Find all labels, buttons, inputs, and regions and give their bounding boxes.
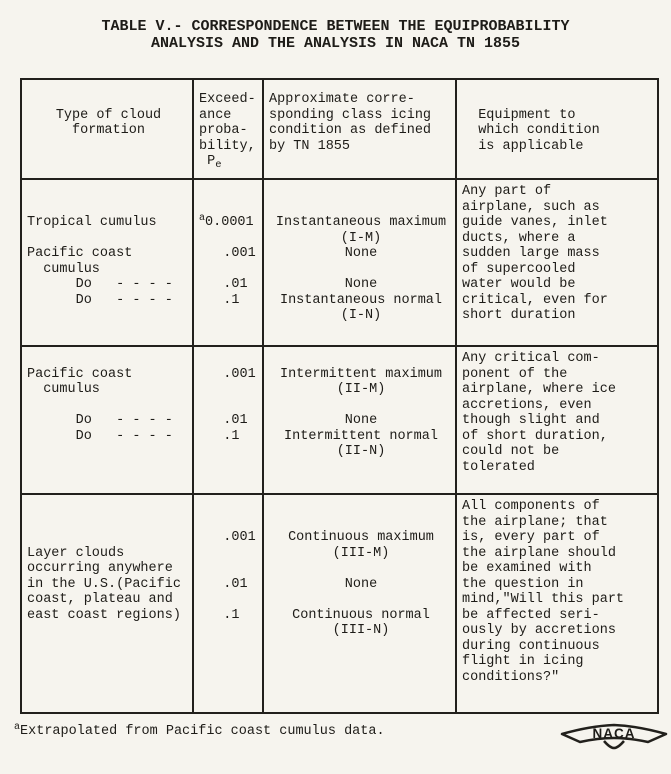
- text-line: Continuous maximum: [288, 530, 434, 545]
- text-line: [269, 561, 453, 577]
- text-line: coast, plateau and: [27, 592, 173, 607]
- text-line: [269, 200, 453, 216]
- text-line: ance: [199, 107, 232, 123]
- text-line: Type of cloud: [55, 107, 162, 123]
- text-line: All components of: [462, 499, 600, 514]
- text-line: .1: [199, 428, 240, 444]
- text-line: $^a$0.0001: [199, 213, 254, 230]
- table-title: [0, 18, 671, 52]
- text-line: Continuous normal: [292, 607, 430, 623]
- text-line: Intermittent normal: [284, 428, 438, 444]
- text-line: None: [344, 277, 378, 292]
- table-title-line1: TABLE V.- CORRESPONDENCE BETWEEN THE EQUIPROBABILITY: [101, 18, 570, 35]
- text-line: [27, 200, 190, 216]
- text-line: ponent of the: [462, 366, 568, 382]
- text-line: cumulus: [27, 382, 100, 397]
- footnote: [14, 724, 385, 740]
- text-line: proba-: [199, 123, 248, 138]
- text-line: could not be: [462, 444, 560, 459]
- text-line: [269, 592, 453, 608]
- text-line: [199, 592, 260, 608]
- text-line: $P_e$: [199, 154, 222, 171]
- text-line: [27, 231, 190, 247]
- text-line: None: [344, 576, 378, 592]
- text-line: bility,: [199, 138, 256, 154]
- header-cell-equipment: [457, 80, 657, 180]
- text-line: (III-N): [332, 623, 390, 638]
- text-line: Pacific coast: [27, 366, 133, 382]
- text-line: .1: [199, 292, 240, 308]
- header-cell-probability: [194, 80, 264, 180]
- text-line: [27, 92, 190, 108]
- footnote-text: Extrapolated from Pacific coast cumulus data.: [20, 724, 385, 739]
- correspondence-table: [20, 78, 659, 714]
- text-line: airplane, where ice: [462, 382, 616, 397]
- text-line: [199, 515, 260, 531]
- text-line: Exceed-: [199, 92, 256, 107]
- text-line: ously by accretions: [462, 623, 616, 638]
- text-line: which condition: [462, 123, 600, 138]
- text-line: the airplane should: [462, 545, 616, 561]
- text-line: None: [344, 246, 378, 261]
- cell-row2-probability: [194, 347, 264, 495]
- text-line: be affected seri-: [462, 607, 600, 623]
- text-line: [27, 398, 190, 414]
- footnote-marker: a: [14, 722, 21, 733]
- text-line: [269, 499, 453, 515]
- text-line: water would be: [462, 277, 576, 292]
- text-line: ducts, where a: [462, 230, 576, 246]
- text-line: cumulus: [27, 261, 100, 277]
- text-line: in the U.S.(Pacific: [27, 576, 181, 592]
- text-line: [269, 184, 453, 200]
- text-line: [27, 515, 190, 531]
- text-line: (II-N): [336, 444, 386, 459]
- text-line: Do - - - -: [27, 292, 173, 308]
- text-line: [269, 515, 453, 531]
- text-line: guide vanes, inlet: [462, 215, 608, 230]
- text-line: conditions?": [462, 669, 560, 685]
- text-line: Instantaneous maximum: [275, 215, 447, 230]
- text-line: .001: [199, 246, 256, 261]
- text-line: condition as defined: [269, 123, 432, 138]
- text-line: mind,"Will this part: [462, 592, 625, 607]
- text-line: of short duration,: [462, 428, 608, 444]
- text-line: None: [344, 413, 378, 428]
- text-line: [199, 561, 260, 577]
- table-title-line2: ANALYSIS AND THE ANALYSIS IN NACA TN 1855: [150, 35, 521, 52]
- text-line: be examined with: [462, 561, 592, 576]
- cell-row2-equipment: [457, 347, 657, 495]
- text-line: east coast regions): [27, 607, 181, 623]
- text-line: .1: [199, 607, 240, 623]
- text-line: formation: [72, 123, 145, 138]
- text-line: [199, 231, 260, 247]
- text-line: [199, 200, 260, 216]
- text-line: [27, 351, 190, 367]
- text-line: Do - - - -: [27, 277, 173, 292]
- text-line: Instantaneous normal: [279, 292, 443, 308]
- text-line: airplane, such as: [462, 199, 600, 215]
- text-line: Do - - - -: [27, 428, 173, 444]
- text-line: during continuous: [462, 638, 600, 654]
- text-line: though slight and: [462, 413, 600, 428]
- text-line: [199, 546, 260, 562]
- cell-row3-probability: [194, 495, 264, 712]
- text-line: tolerated: [462, 459, 535, 475]
- text-line: .001: [199, 530, 256, 545]
- cell-row3-equipment: [457, 495, 657, 712]
- text-line: of supercooled: [462, 261, 576, 277]
- text-line: Tropical cumulus: [27, 215, 157, 230]
- text-line: (III-M): [332, 545, 390, 561]
- text-line: (I-N): [340, 308, 382, 323]
- text-line: (II-M): [336, 382, 386, 397]
- text-line: Do - - - -: [27, 413, 173, 428]
- text-line: .01: [199, 413, 248, 428]
- text-line: the question in: [462, 576, 584, 592]
- text-line: Approximate corre-: [269, 92, 415, 107]
- text-line: .001: [199, 366, 256, 382]
- text-line: sponding class icing: [269, 107, 432, 123]
- text-line: [27, 184, 190, 200]
- text-line: accretions, even: [462, 397, 592, 413]
- text-line: Equipment to: [462, 107, 576, 123]
- text-line: [199, 262, 260, 278]
- text-line: sudden large mass: [462, 246, 600, 261]
- text-line: Pacific coast: [27, 246, 133, 261]
- text-line: [199, 184, 260, 200]
- text-line: .01: [199, 576, 248, 592]
- cell-row3-condition: [264, 495, 457, 712]
- cell-row1-equipment: [457, 180, 657, 347]
- text-line: Layer clouds: [27, 545, 125, 561]
- text-line: .01: [199, 277, 248, 292]
- text-line: [269, 398, 453, 414]
- cell-row2-cloud-type: [22, 347, 194, 495]
- text-line: by TN 1855: [269, 138, 351, 154]
- naca-logo-text: NACA: [592, 726, 636, 741]
- text-line: is applicable: [462, 138, 584, 154]
- header-cell-condition: [264, 80, 457, 180]
- naca-wings-logo: [560, 716, 668, 764]
- text-line: [199, 351, 260, 367]
- header-cell-cloud-type: [22, 80, 194, 180]
- text-line: [269, 262, 453, 278]
- cell-row1-cloud-type: [22, 180, 194, 347]
- text-line: [462, 92, 655, 108]
- text-line: short duration: [462, 308, 576, 323]
- text-line: (I-M): [340, 230, 382, 246]
- text-line: flight in icing: [462, 654, 584, 669]
- cell-row1-probability: [194, 180, 264, 347]
- cell-row3-cloud-type: [22, 495, 194, 712]
- text-line: Intermittent maximum: [279, 366, 443, 382]
- text-line: [199, 398, 260, 414]
- cell-row2-condition: [264, 347, 457, 495]
- text-line: critical, even for: [462, 292, 608, 308]
- cell-row1-condition: [264, 180, 457, 347]
- text-line: [27, 499, 190, 515]
- text-line: Any critical com-: [462, 351, 600, 366]
- text-line: [199, 382, 260, 398]
- text-line: the airplane; that: [462, 514, 608, 530]
- text-line: is, every part of: [462, 530, 600, 545]
- text-line: occurring anywhere: [27, 561, 173, 576]
- text-line: [269, 351, 453, 367]
- naca-tail-shape: [604, 741, 624, 748]
- text-line: [199, 499, 260, 515]
- text-line: [27, 530, 190, 546]
- text-line: Any part of: [462, 184, 552, 199]
